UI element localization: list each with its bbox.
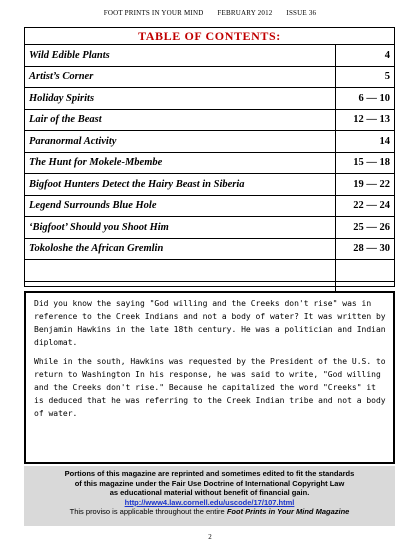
- info-box: [24, 291, 395, 464]
- table-of-contents: [24, 27, 395, 287]
- proviso-text: This proviso is applicable throughout the entire: [69, 507, 227, 517]
- toc-item-title: Holiday Spirits: [25, 88, 336, 109]
- magazine-name: Foot Prints in Your Mind Magazine: [226, 507, 350, 517]
- toc-item-title: Artist’s Corner: [25, 67, 336, 88]
- copyright-notice: [24, 466, 395, 526]
- toc-item-title: Legend Surrounds Blue Hole: [25, 196, 336, 217]
- toc-item-title: Wild Edible Plants: [25, 45, 336, 66]
- toc-item-title: Lair of the Beast: [25, 110, 336, 131]
- toc-row: [25, 174, 394, 196]
- page-number: 2: [208, 533, 212, 541]
- info-paragraph: While in the south, Hawkins was requested by the President of the U.S. to return to Washington In his response, he was said to write, "God willing and the Creeks don't rise." Because he capitalized the word "Creeks" it is deduced that he was referring to the Creek Indian tribe and not a body of water.: [34, 357, 386, 418]
- issue-number: ISSUE 36: [286, 9, 317, 17]
- toc-item-pages: 25 — 26: [353, 221, 390, 233]
- toc-row: [25, 217, 394, 239]
- info-paragraph: Did you know the saying "God willing and the Creeks don't rise" was in reference to the Creek Indians and not a body of water? It was written by Benjamin Hawkins in the late 18th century. He was a politician and Indian diplomat.: [34, 299, 386, 347]
- toc-item-title: ‘Bigfoot’ Should you Shoot Him: [25, 217, 336, 238]
- toc-row: [25, 131, 394, 153]
- toc-item-title: Tokoloshe the African Gremlin: [25, 239, 336, 260]
- notice-line: of this magazine under the Fair Use Doctrine of International Copyright Law: [74, 478, 345, 488]
- toc-item-pages: 5: [384, 71, 390, 83]
- issue-date: FEBRUARY 2012: [217, 9, 273, 17]
- toc-item-pages: 19 — 22: [353, 178, 390, 190]
- notice-line: Portions of this magazine are reprinted and sometimes edited to fit the standards: [64, 469, 355, 478]
- toc-row: [25, 239, 394, 261]
- toc-row: [25, 67, 394, 89]
- toc-item-pages: 22 — 24: [353, 200, 390, 212]
- toc-item-pages: 15 — 18: [353, 157, 390, 169]
- toc-row: [25, 196, 394, 218]
- toc-item-pages: 6 — 10: [358, 92, 390, 104]
- page-header: [0, 9, 420, 17]
- toc-row: [25, 153, 394, 175]
- toc-item-pages: [336, 260, 394, 281]
- toc-item-title: [25, 260, 336, 281]
- toc-row: [25, 110, 394, 132]
- toc-row: [25, 260, 394, 282]
- toc-row: [25, 45, 394, 67]
- toc-item-pages: 4: [384, 49, 390, 61]
- toc-item-pages: 12 — 13: [353, 114, 390, 126]
- toc-row: [25, 88, 394, 110]
- toc-item-title: Paranormal Activity: [25, 131, 336, 152]
- toc-title: TABLE OF CONTENTS:: [25, 28, 394, 45]
- toc-item-title: Bigfoot Hunters Detect the Hairy Beast in Siberia: [25, 174, 336, 195]
- toc-item-pages: 28 — 30: [353, 243, 390, 255]
- fair-use-link[interactable]: http://www4.law.cornell.edu/uscode/17/107.html: [124, 497, 295, 507]
- toc-item-pages: 14: [379, 135, 390, 147]
- notice-line: as educational material without benefit of financial gain.: [109, 488, 310, 498]
- notice-line: [24, 507, 395, 517]
- toc-item-title: The Hunt for Mokele-Mbembe: [25, 153, 336, 174]
- publication-name: FOOT PRINTS IN YOUR MIND: [103, 9, 204, 17]
